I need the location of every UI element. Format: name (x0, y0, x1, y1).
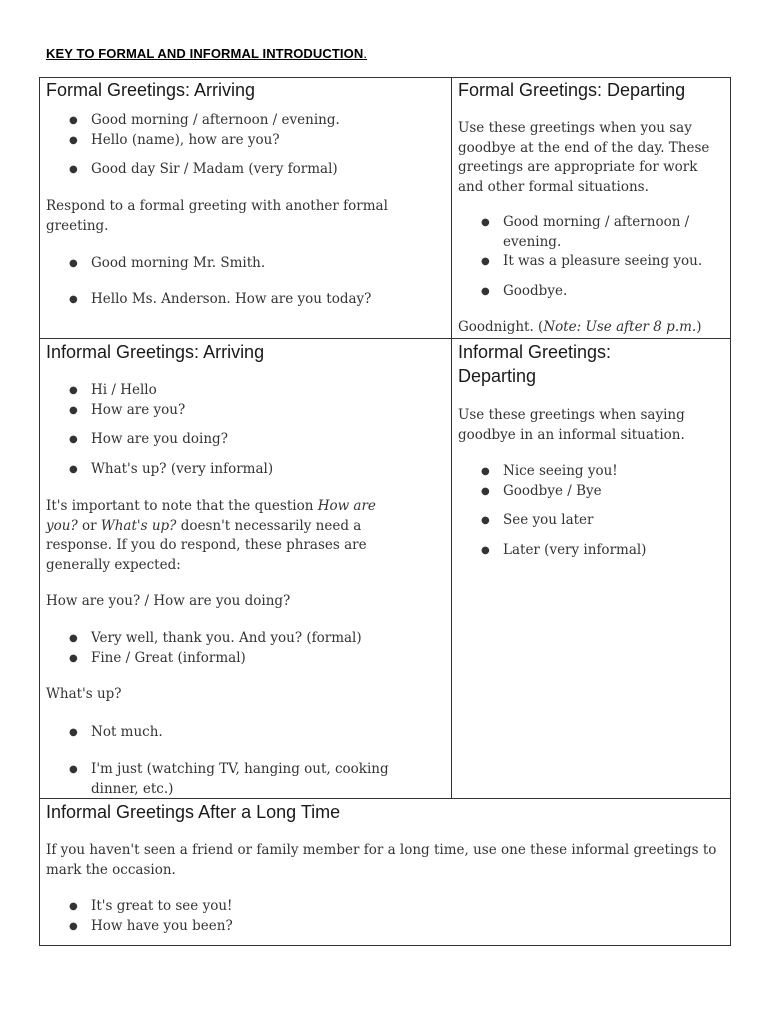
bullet-icon: ● (69, 294, 78, 305)
list-item: ● Hello Ms. Anderson. How are you today? (91, 290, 371, 310)
list-item: ● It's great to see you! (91, 897, 232, 917)
list-item: ● I'm just (watching TV, hanging out, cooking dinner, etc.) (69, 761, 389, 797)
bullet-icon: ● (69, 164, 78, 175)
list-item: ● Fine / Great (informal) (91, 649, 246, 669)
bullet-icon: ● (481, 486, 490, 497)
paragraph: Use these greetings when saying goodbye in an informal situation. (458, 407, 685, 443)
cell-formal-departing (452, 78, 730, 339)
heading-formal-departing: Formal Greetings: Departing (458, 80, 686, 100)
document-title-text: KEY TO FORMAL AND INFORMAL INTRODUCTION (46, 46, 364, 61)
bullet-icon: ● (69, 727, 78, 738)
greetings-table (39, 77, 731, 946)
paragraph: Respond to a formal greeting with another formal greeting. (46, 198, 388, 234)
bullet-icon: ● (69, 135, 78, 146)
list-item: ● It was a pleasure seeing you. (503, 252, 702, 272)
bullet-icon: ● (481, 286, 490, 297)
cell-long-time (40, 799, 730, 945)
bullet-icon: ● (69, 633, 78, 644)
bullet-icon: ● (481, 545, 490, 556)
cell-informal-departing (452, 339, 730, 799)
paragraph: It's important to note that the question How are you? or What's up? doesn't necessarily need a response. If you do respond, these phrases are generally expected: (46, 498, 376, 573)
heading-informal-arriving: Informal Greetings: Arriving (46, 342, 265, 362)
bullet-icon: ● (481, 256, 490, 267)
bullet-icon: ● (69, 115, 78, 126)
paragraph: If you haven't seen a friend or family member for a long time, use one these informal greetings to mark the occasion. (46, 842, 717, 878)
bullet-icon: ● (69, 764, 78, 775)
document-title (46, 46, 367, 61)
paragraph: What's up? (46, 686, 122, 702)
note-paragraph: Goodnight. (Note: Use after 8 p.m.) (458, 319, 702, 335)
list-item: ● How are you doing? (91, 430, 228, 450)
heading-informal-departing: Informal Greetings: Departing (458, 342, 612, 386)
bullet-icon: ● (69, 653, 78, 664)
paragraph: Use these greetings when you say goodbye at the end of the day. These greetings are appropriate for work and other formal situations. (458, 120, 710, 195)
list-item: ● Good morning / afternoon / evening. (481, 214, 690, 250)
bullet-icon: ● (69, 405, 78, 416)
list-item: ● Not much. (91, 723, 163, 743)
list-item: ● Hi / Hello (91, 381, 157, 401)
bullet-icon: ● (69, 901, 78, 912)
heading-long-time: Informal Greetings After a Long Time (46, 802, 341, 822)
list-item: ● How are you? (91, 401, 185, 421)
bullet-icon: ● (481, 466, 490, 477)
bullet-icon: ● (69, 385, 78, 396)
list-item: ● How have you been? (91, 917, 233, 937)
list-item: ● Nice seeing you! (503, 462, 618, 482)
bullet-icon: ● (69, 434, 78, 445)
list-item: ● Very well, thank you. And you? (formal) (91, 629, 362, 649)
list-item: ● Goodbye / Bye (503, 482, 602, 502)
cell-informal-arriving (40, 339, 452, 799)
bullet-icon: ● (69, 258, 78, 269)
cell-formal-arriving (40, 78, 452, 339)
list-item: ● What's up? (very informal) (91, 460, 273, 480)
list-item: ● Hello (name), how are you? (91, 131, 280, 151)
paragraph: How are you? / How are you doing? (46, 593, 291, 609)
bullet-icon: ● (69, 464, 78, 475)
list-item: ● Good morning / afternoon / evening. (91, 111, 340, 131)
bullet-icon: ● (481, 515, 490, 526)
bullet-icon: ● (481, 217, 490, 228)
list-item: ● See you later (503, 511, 594, 531)
document-title-period: . (363, 46, 368, 61)
heading-formal-arriving: Formal Greetings: Arriving (46, 80, 256, 100)
list-item: ● Good morning Mr. Smith. (91, 254, 265, 274)
list-item: ● Goodbye. (503, 282, 567, 302)
list-item: ● Good day Sir / Madam (very formal) (91, 160, 338, 180)
bullet-icon: ● (69, 921, 78, 932)
list-item: ● Later (very informal) (503, 541, 646, 561)
